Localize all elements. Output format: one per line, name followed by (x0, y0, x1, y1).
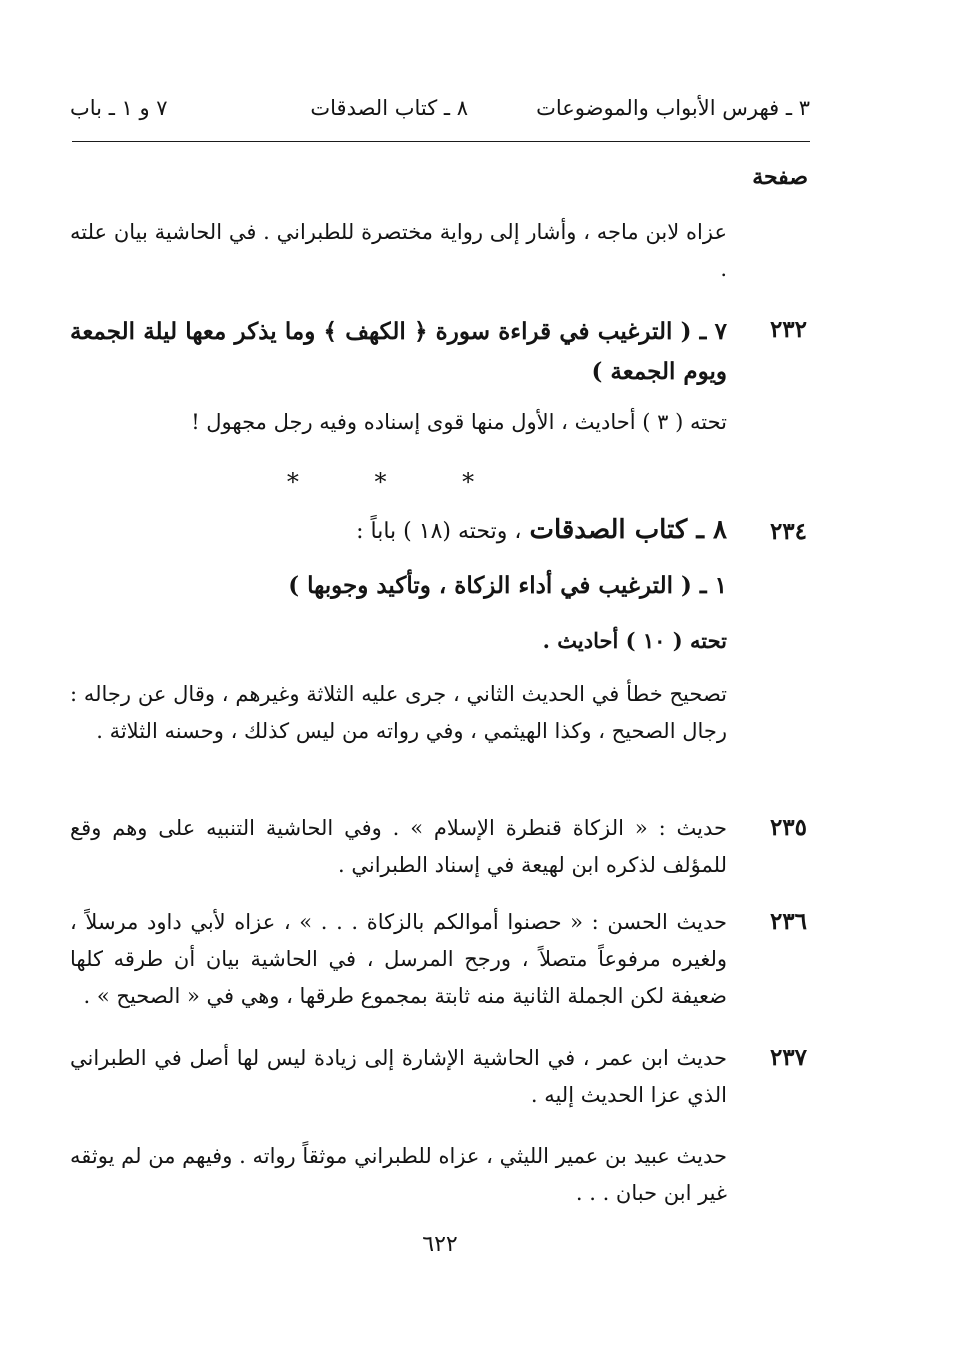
header-chapter-range: ٧ و ١ ـ باب (70, 96, 168, 120)
entry-text: حديث : « الزكاة قنطرة الإسلام » . وفي الحاشية التنبيه على وهم وقع للمؤلف لذكره ابن لهيعة في إسناد الطبراني . (70, 816, 727, 877)
index-entry (70, 622, 727, 659)
entry-page-number: ٢٣٢ (769, 316, 807, 343)
entry-text: عزاه لابن ماجه ، وأشار إلى رواية مختصرة للطبراني . في الحاشية بيان علته . (70, 220, 727, 281)
index-entry (70, 312, 727, 392)
index-entry (70, 214, 727, 288)
entry-text: حديث عبيد بن عمير الليثي ، عزاه للطبراني موثقاً رواته . وفيهم من لم يوثقه غير ابن حبان . . . (70, 1144, 727, 1205)
section-separator: * * * (286, 468, 509, 496)
entry-text: حديث الحسن : « حصنوا أموالكم بالزكاة . . . » ، عزاه لأبي داود مرسلاً ، ولغيره مرفوعاً متصلاً ، ورجح المرسل ، في الحاشية بيان أن طرقه كلها ضعيفة لكن الجملة الثانية منه ثابتة بمجموع طرقها ، وهي في « الصحيح » . (70, 910, 727, 1008)
entry-page-number: ٢٣٦ (769, 908, 807, 935)
entry-page-number: ٢٣٧ (769, 1044, 807, 1071)
entry-page-number: ٢٣٤ (769, 518, 807, 545)
index-entry (70, 1138, 727, 1212)
index-entry (70, 904, 727, 1015)
page-number: ٦٢٢ (422, 1232, 458, 1257)
running-header (70, 96, 810, 136)
header-rule (72, 141, 810, 142)
entry-text: تصحيح خطأ في الحديث الثاني ، جرى عليه الثلاثة وغيرهم ، وقال عن رجاله : رجال الصحيح ، وكذا الهيثمي ، وفي رواته من ليس كذلك ، وحسنه الثلاثة . (70, 682, 727, 743)
book-heading: ٨ ـ كتاب الصدقات (529, 515, 727, 545)
index-entry (70, 810, 727, 884)
entry-text: تحته ( ٣ ) أحاديث ، الأول منها قوى إسناده وفيه رجل مجهول ! (191, 410, 727, 434)
index-entry (70, 566, 727, 606)
index-entry (70, 510, 727, 552)
index-entry (70, 404, 727, 441)
chapter-heading: ٧ ـ ( الترغيب في قراءة سورة ﴿ الكهف ﴾ وما يذكر معها ليلة الجمعة ويوم الجمعة ) (70, 318, 727, 385)
index-entry (70, 676, 727, 750)
entry-text: حديث ابن عمر ، في الحاشية الإشارة إلى زيادة ليس لها أصل في الطبراني الذي عزا الحديث إليه . (70, 1046, 727, 1107)
page-column-label: صفحة (752, 164, 808, 190)
header-chapter-title: ٨ ـ كتاب الصدقات (310, 96, 468, 120)
header-section-title: ٣ ـ فهرس الأبواب والموضوعات (536, 96, 810, 120)
index-entry (70, 1040, 727, 1114)
entry-page-number: ٢٣٥ (769, 814, 807, 841)
entry-text: تحته ( ١٠ ) أحاديث . (542, 628, 727, 653)
chapter-heading: ١ ـ ( الترغيب في أداء الزكاة ، وتأكيد وجوبها ) (288, 572, 727, 599)
book-heading-note: ، وتحته (١٨ ) باباً : (356, 519, 522, 544)
